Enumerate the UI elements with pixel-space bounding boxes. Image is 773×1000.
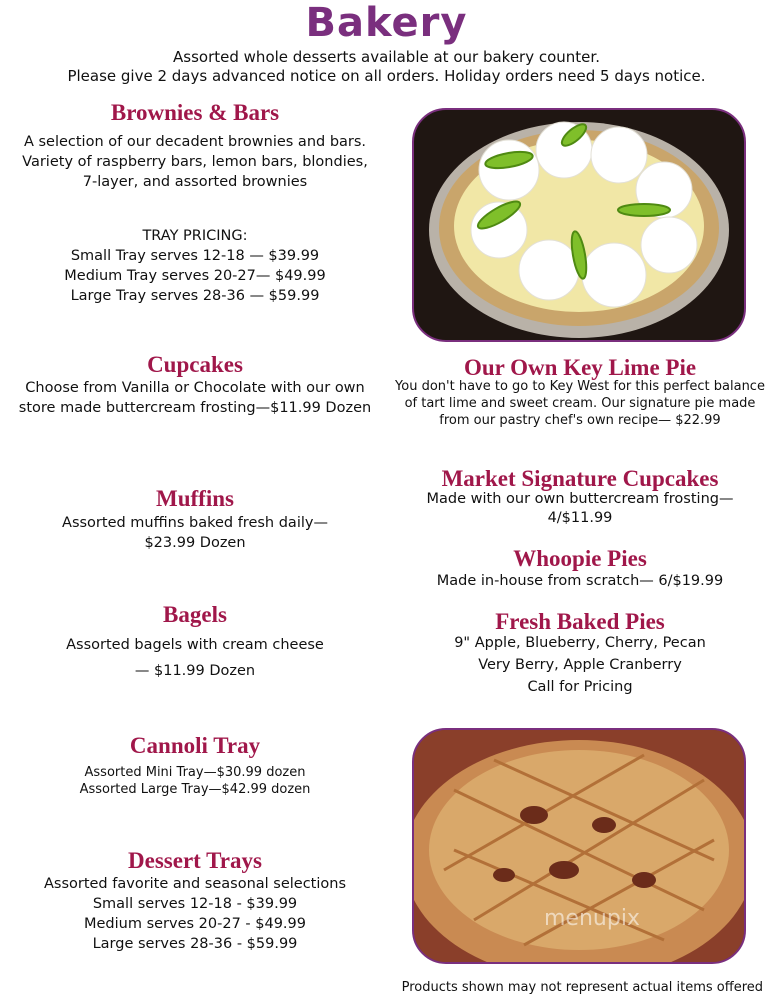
cupcakes-description: Choose from Vanilla or Chocolate with our own store made buttercream frosting—$11.99 Dozen bbox=[18, 380, 372, 416]
whoopie-heading: Whoopie Pies bbox=[513, 546, 647, 571]
dessert-trays-heading: Dessert Trays bbox=[128, 848, 262, 873]
key-lime-heading: Our Own Key Lime Pie bbox=[463, 355, 697, 380]
bagels-line-2: — $11.99 Dozen bbox=[134, 663, 256, 679]
muffins-line-1: Assorted muffins baked fresh daily— bbox=[62, 515, 328, 531]
signature-cupcakes-line-1: Made with our own buttercream frosting— bbox=[426, 491, 734, 507]
bagels-heading: Bagels bbox=[163, 602, 227, 627]
brownies-tier-large: Large Tray serves 28-36 — $59.99 bbox=[70, 288, 320, 304]
signature-cupcakes-line-2: 4/$11.99 bbox=[547, 510, 613, 526]
cannoli-line-1: Assorted Mini Tray—$30.99 dozen bbox=[84, 765, 306, 780]
brownies-pricing-label: TRAY PRICING: bbox=[142, 228, 248, 244]
brownies-heading: Brownies & Bars bbox=[110, 100, 280, 125]
brownies-tier-small: Small Tray serves 12-18 — $39.99 bbox=[70, 248, 320, 264]
whoopie-line-1: Made in-house from scratch— 6/$19.99 bbox=[436, 573, 724, 589]
brownies-description: A selection of our decadent brownies and bars. Variety of raspberry bars, lemon bars, blondies, 7-layer, and assorted brownies bbox=[22, 134, 368, 190]
page-title: Bakery bbox=[305, 0, 468, 46]
cannoli-heading: Cannoli Tray bbox=[129, 733, 261, 758]
signature-cupcakes-heading: Market Signature Cupcakes bbox=[441, 466, 719, 491]
cannoli-line-2: Assorted Large Tray—$42.99 dozen bbox=[79, 782, 311, 797]
fresh-pies-heading: Fresh Baked Pies bbox=[495, 609, 665, 634]
muffins-heading: Muffins bbox=[156, 486, 234, 511]
fresh-pies-line-3: Call for Pricing bbox=[527, 679, 633, 695]
intro-line-1: Assorted whole desserts available at our bakery counter. bbox=[173, 48, 600, 66]
key-lime-pie-photo bbox=[412, 108, 746, 342]
dessert-trays-line-1: Assorted favorite and seasonal selections bbox=[43, 876, 347, 892]
dessert-trays-tier-large: Large serves 28-36 - $59.99 bbox=[92, 936, 298, 952]
dessert-trays-tier-medium: Medium serves 20-27 - $49.99 bbox=[83, 916, 306, 932]
cupcakes-heading: Cupcakes bbox=[147, 352, 243, 377]
intro-line-2: Please give 2 days advanced notice on all orders. Holiday orders need 5 days notice. bbox=[67, 67, 706, 85]
fresh-pies-line-1: 9" Apple, Blueberry, Cherry, Pecan bbox=[454, 635, 706, 651]
brownies-tier-medium: Medium Tray serves 20-27— $49.99 bbox=[64, 268, 326, 284]
footer-disclaimer: Products shown may not represent actual items offered bbox=[401, 980, 763, 995]
fresh-pies-line-2: Very Berry, Apple Cranberry bbox=[478, 657, 682, 673]
photo-watermark: menupix bbox=[544, 906, 640, 931]
apple-pie-photo bbox=[412, 728, 746, 964]
key-lime-description: You don't have to go to Key West for this perfect balance of tart lime and sweet cream. Our signature pie made from our pastry chef's own recipe— $22.99 bbox=[395, 379, 765, 428]
bagels-line-1: Assorted bagels with cream cheese bbox=[66, 637, 324, 653]
dessert-trays-tier-small: Small serves 12-18 - $39.99 bbox=[92, 896, 298, 912]
muffins-line-2: $23.99 Dozen bbox=[144, 535, 246, 551]
